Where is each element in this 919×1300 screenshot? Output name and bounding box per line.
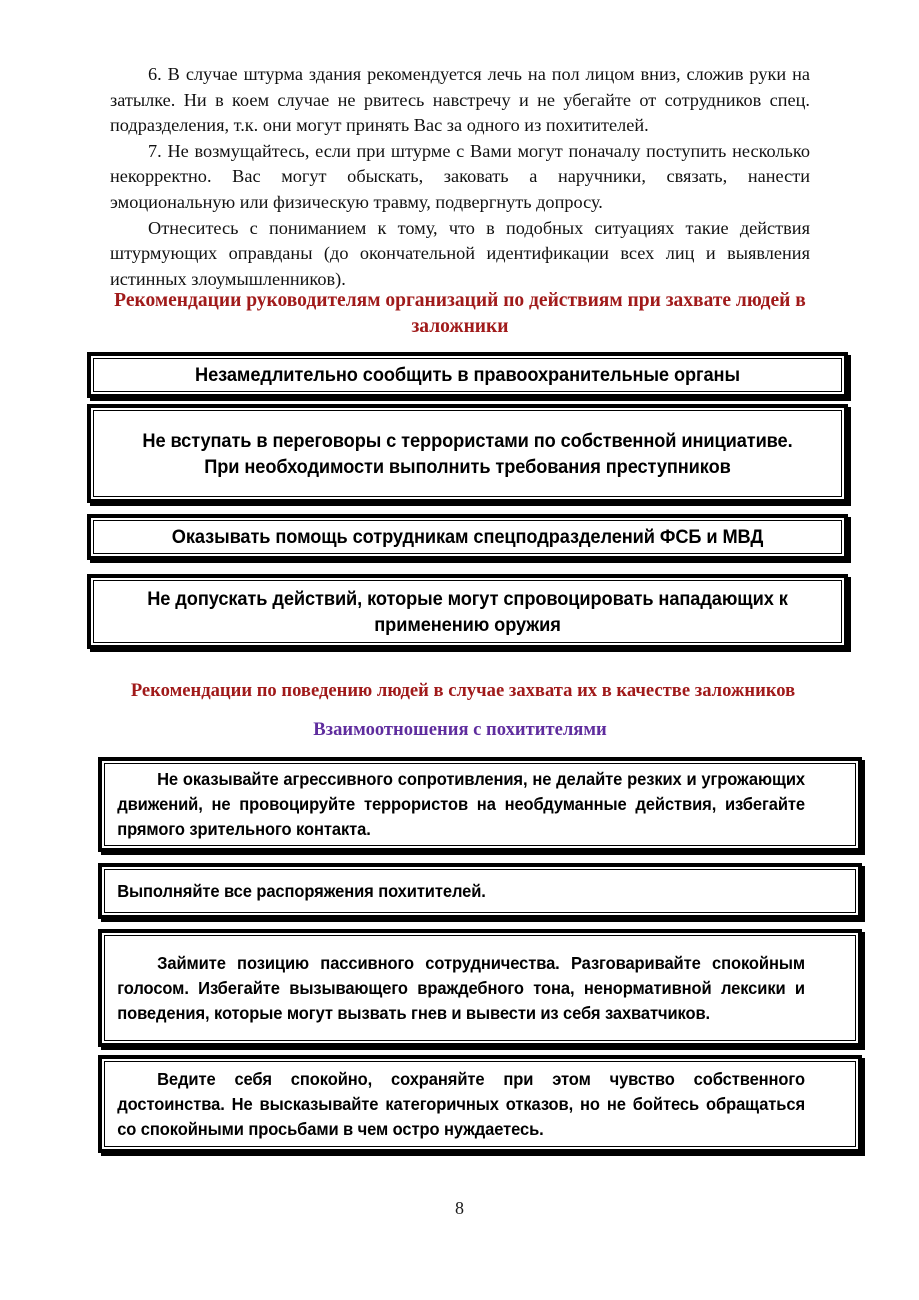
recommendation-box-behavior-1-text: Не оказывайте агрессивного сопротивления, не делайте резких и угрожающих движений, не провоцируйте террористов на необдуманные действия, избегайте прямого зрительного контакта. [117,769,806,839]
recommendation-box-leaders-4-text: Не допускать действий, которые могут спровоцировать нападающих к применению оружия [147,587,788,636]
recommendation-box-leaders-3 [87,514,848,560]
paragraph-7: 7. Не возмущайтесь, если при штурме с Вами могут поначалу поступить несколько некорректно. Вас могут обыскать, заковать а наручники, связать, нанести эмоциональную или физическую травму, подвергнуть допросу. [110,140,810,212]
section-heading-leaders: Рекомендации руководителям организаций по действиям при захвате людей в заложники [114,290,806,337]
body-text-block [110,62,810,292]
recommendation-box-behavior-2-text: Выполняйте все распоряжения похитителей. [117,880,486,901]
recommendation-box-leaders-2 [87,404,848,503]
recommendation-box-behavior-1 [98,757,862,852]
recommendation-box-behavior-4 [98,1055,862,1153]
recommendation-box-leaders-1 [87,352,848,398]
recommendation-box-leaders-1-text: Незамедлительно сообщить в правоохранительные органы [195,364,740,386]
page-number: 8 [455,1198,464,1218]
recommendation-box-leaders-3-text: Оказывать помощь сотрудникам спецподразделений ФСБ и МВД [171,526,764,548]
paragraph-closing: Отнеситесь с пониманием к тому, что в подобных ситуациях такие действия штурмующих оправданы (до окончательной идентификации всех лиц и выявления истинных злоумышленников). [110,217,810,289]
recommendation-box-leaders-2-text: Не вступать в переговоры с террористами по собственной инициативе. При необходимости выполнить требования преступников [142,429,793,478]
recommendation-box-leaders-4 [87,574,848,649]
section-subheading-captors: Взаимоотношения с похитителями [313,719,607,740]
recommendation-box-behavior-3 [98,929,862,1047]
section-heading-behavior: Рекомендации по поведению людей в случае захвата их в качестве заложников [130,680,796,701]
paragraph-6: 6. В случае штурма здания рекомендуется лечь на пол лицом вниз, сложив руки на затылке. Ни в коем случае не рвитесь навстречу и не убегайте от сотрудников спец. подразделения, т.к. они могут принять Вас за одного из похитителей. [110,64,810,136]
recommendation-box-behavior-3-text: Займите позицию пассивного сотрудничества. Разговаривайте спокойным голосом. Избегайте вызывающего враждебного тона, ненормативной лексики и поведения, которые могут вызвать гнев и вывести из себя захватчиков. [117,952,806,1023]
recommendation-box-behavior-4-text: Ведите себя спокойно, сохраняйте при этом чувство собственного достоинства. Не высказывайте категоричных отказов, но не бойтесь обращаться со спокойными просьбами в чем остро нуждаетесь. [117,1068,806,1139]
recommendation-box-behavior-2 [98,863,862,919]
